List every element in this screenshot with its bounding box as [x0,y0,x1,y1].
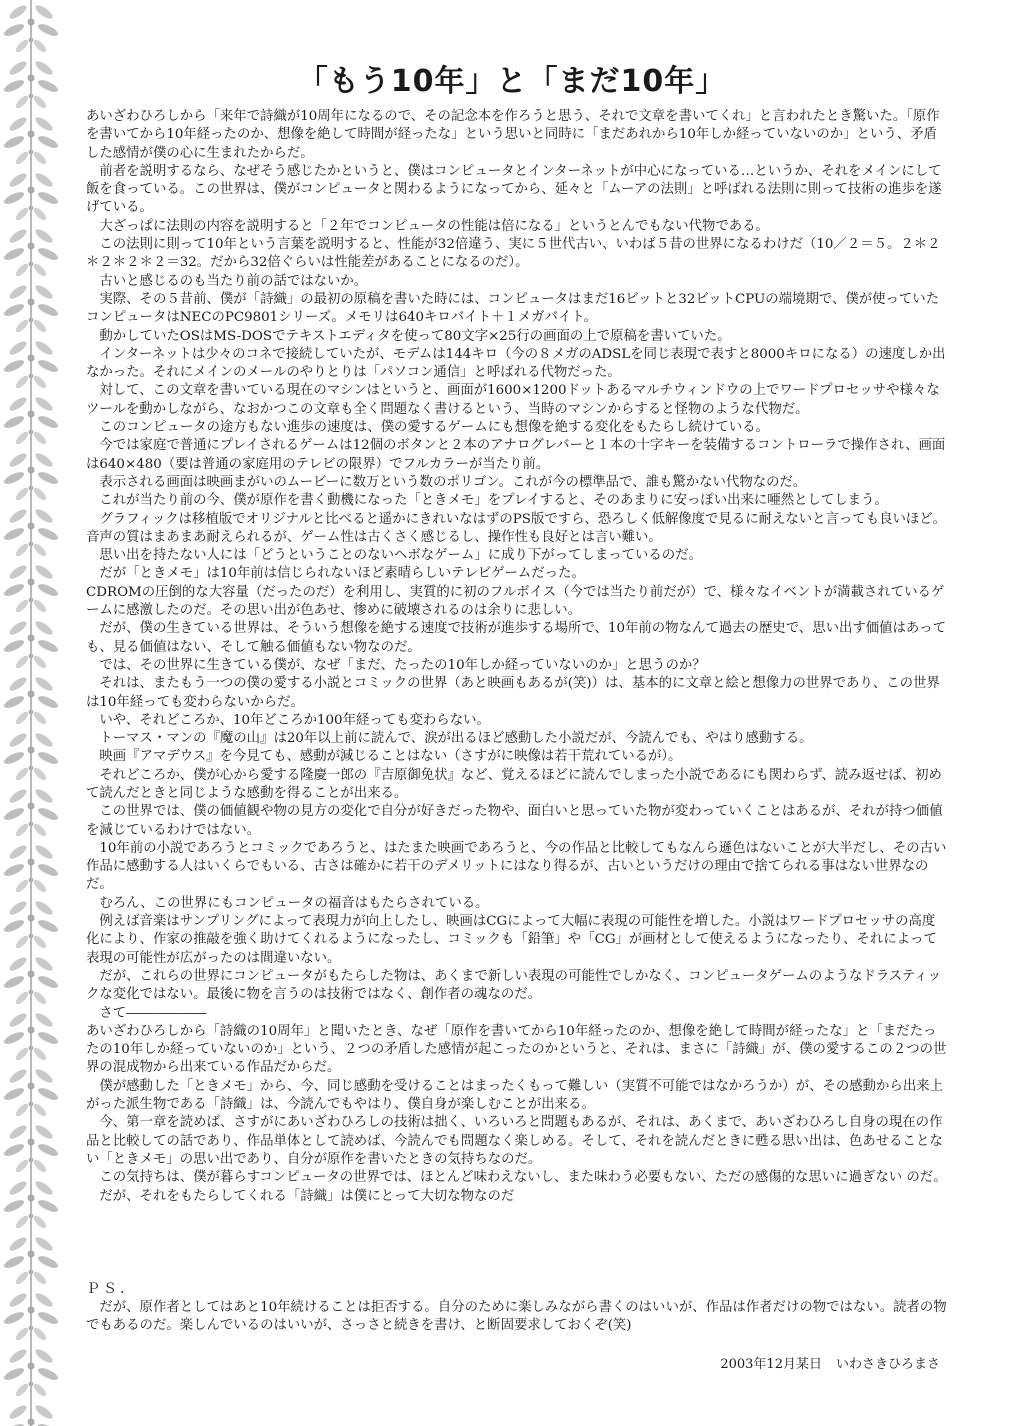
signature-author: いわさきひろまさ [835,1357,940,1372]
paragraph: 大ざっぱに法則の内容を説明すると「２年でコンピュータの性能は倍になる」というとんでもない代物である。 [99,218,769,234]
page-title: 「もう10年」と「まだ10年」 [297,64,727,99]
essay-body [86,108,948,1206]
paragraph: このコンピュータの途方もない進歩の速度は、僕の愛するゲームにも想像を絶する変化をもたらし続けている。 [99,420,769,436]
paragraph: 映画『アマデウス』を今見ても、感動が減じることはない（さすがに映像は若干荒れているが）。 [99,749,682,765]
paragraph: 10年前の小説であろうとコミックであろうと、はたまた映画であろうと、今の作品と比較してもなんら遜色はないことが大半だし、その古い作品に感動する人はいくらでもいる、古さは確かに若干のデメリットにはなり得るが、古いというだけの理由で捨てられる事はない世界なのだ。 [86,840,947,893]
paragraph: 今では家庭で普通にプレイされるゲームは12個のボタンと２本のアナログレバーと１本の十字キーを装備するコントローラで操作され、画面は640×480（要は普通の家庭用のテレビの限界）でフルカラーが当たり前。 [86,438,946,472]
paragraph: だが、これらの世界にコンピュータがもたらした物は、あくまで新しい表現の可能性でしかなく、コンピュータゲームのようなドラスティックな変化ではない。最後に物を言うのは技術ではなく、創作者の魂なのだ。 [86,968,941,1003]
paragraph: いや、それどころか、10年どころか100年経っても変わらない。 [99,712,490,728]
paragraph: この気持ちは、僕が暮らすコンピュータの世界では、ほとんど味わえないし、また味わう必要もない、ただの感傷的な思いに過ぎない のだ。 [99,1170,947,1186]
paragraph: あいざわひろしから「詩織の10周年」と聞いたとき、なぜ「原作を書いてから10年経ったのか、想像を絶して時間が経ったな」と「まだたったの10年しか経っていないのか」という、２つの矛盾した感情が起こったのかというと、それは、まさに「詩織」が、僕の愛するこの２つの世界の混成物から出来ている作品だからだ。 [86,1023,947,1076]
paragraph: グラフィックは移植版でオリジナルと比べると遥かにきれいなはずのPS版ですら、恐ろしく低解像度で見るに耐えないと言っても良いほど。音声の質はまあまあ耐えられるが、ゲーム性は古くさく感じるし、操作性も良好とは言い難い。 [86,511,947,545]
floral-border [0,0,62,1426]
paragraph: CDROMの圧倒的な大容量（だったのだ）を利用し、実質的に初のフルボイス（今では当たり前だが）で、様々なイベントが満載されているゲームに感激したのだ。その思い出が色あせ、惨めに破壊されるのは余りに悲しい。 [86,584,945,619]
paragraph: 前者を説明するなら、なぜそう感じたかというと、僕はコンピュータとインターネットが中心になっている…というか、それをメインにして飯を食っている。この世界は、僕がコンピュータと関わるようになってから、延々と「ムーアの法則」と呼ばれる法則に則って技術の進歩を遂げている。 [86,163,942,216]
signature [720,1356,940,1374]
paragraph: 実際、その５昔前、僕が「詩織」の最初の原稿を書いた時には、コンピュータはまだ16ビットと32ビットCPUの端境期で、僕が使っていたコンピュータはNECのPC9801シリーズ。メモリは640キロバイト＋１メガバイト。 [86,291,940,326]
paragraph: 古いと感じるのも当たり前の話ではないか。 [99,273,368,289]
paragraph: 表示される画面は映画まがいのムービーに数万という数のポリゴン。これが今の標準品で、誰も驚かない代物なのだ。 [99,474,807,490]
paragraph: それは、またもう一つの僕の愛する小説とコミックの世界（あと映画もあるが(笑)）は、基本的に文章と絵と想像力の世界であり、この世界は10年経っても変わらないからだ。 [86,676,940,710]
paragraph: では、その世界に生きている僕が、なぜ「まだ、たったの10年しか経っていないのか」と思うのか？ [99,657,706,673]
postscript-label: ＰＳ. [86,1281,128,1297]
paragraph: あいざわひろしから「来年で詩織が10周年になるので、その記念本を作ろうと思う、それで文章を書いてくれ」と言われたとき驚いた。「原作を書いてから10年経ったのか、想像を絶して時間が経ったな」という思いと同時に「まだあれから10年しか経っていないのか」という、矛盾した感情が僕の心に生まれたからだ。 [86,109,940,161]
paragraph: 僕が感動した「ときメモ」から、今、同じ感動を受けることはまったくもって難しい（実質不可能ではなかろうか）が、その感動から出来上がった派生物である「詩織」は、今読んでもやはり、僕自身が楽しむことが出来る。 [86,1078,943,1113]
signature-date: 2003年12月某日 [720,1357,822,1372]
paragraph: トーマス・マンの『魔の山』は20年以上前に読んで、涙が出るほど感動した小説だが、今読んでも、やはり感動する。 [99,731,813,747]
paragraph: むろん、この世界にもコンピュータの福音はもたらされている。 [99,895,489,911]
postscript-paragraph: だが、原作者としてはあと10年続けることは拒否する。自分のために楽しみながら書くのはいいが、作品は作者だけの物ではない。読者の物でもあるのだ。楽しんでいるのはいいが、さっさと続きを書け、と断固要求しておくぞ(笑) [86,1300,947,1334]
paragraph: それどころか、僕が心から愛する隆慶一郎の『吉原御免状』など、覚えるほどに読んでしまった小説であるにも関わらず、読み返せば、初めて読んだときと同じような感動を得ることが出来る。 [86,767,942,801]
paragraph: だが、それをもたらしてくれる「詩織」は僕にとって大切な物なのだ [99,1188,515,1204]
paragraph: だが「ときメモ」は10年前は信じられないほど素晴らしいテレビゲームだった。 [99,566,585,582]
postscript-body [86,1299,948,1336]
paragraph: この法則に則って10年という言葉を説明すると、性能が32倍違う、実に５世代古い、いわば５昔の世界になるわけだ（10／２＝５。２＊２＊２＊２＊２＝32。だから32倍ぐらいは性能差があることになるのだ）。 [86,237,941,271]
paragraph: 例えば音楽はサンプリングによって表現力が向上したし、映画はCGによって大幅に表現の可能性を増した。小説はワードプロセッサの高度化により、作家の推敲を強く助けてくれるようになったし、コミックも「鉛筆」や「CG」が画材として使えるようになったり、それによって表現の可能性が広がったのは間違いない。 [86,914,937,966]
paragraph: 動かしていたOSはMS-DOSでテキストエディタを使って80文字×25行の画面の上で原稿を書いていた。 [99,328,731,344]
paragraph: 今、第一章を読めば、さすがにあいざわひろしの技術は拙く、いろいろと問題もあるが、それは、あくまで、あいざわひろし自身の現在の作品と比較しての話であり、作品単体として読めば、今読んでも問題なく楽しめる。そして、それを読んだときに甦る思い出は、色あせることない「ときメモ」の思い出であり、自分が原作を書いたときの気持ちなのだ。 [86,1115,943,1167]
paragraph: 思い出を持たない人には「どうということのないヘボなゲーム」に成り下がってしまっているのだ。 [99,548,702,564]
paragraph: さて―――――― [99,1005,207,1021]
paragraph: これが当たり前の今、僕が原作を書く動機になった「ときメモ」をプレイすると、そのあまりに安っぽい出来に唖然としてしまう。 [99,493,888,509]
paragraph: 対して、この文章を書いている現在のマシンはというと、画面が1600×1200ドットあるマルチウィンドウの上でワードプロセッサや様々なツールを動かしながら、なおかつこの文章も全く問題なく書けるという、当時のマシンからすると怪物のような代物だ。 [86,383,940,417]
paragraph: インターネットは少々のコネで接続していたが、モデムは144キロ（今の８メガのADSLを同じ表現で表すと8000キロになる）の速度しか出なかった。それにメインのメールのやりとりは「パソコン通信」と呼ばれる代物だった。 [86,346,946,381]
paragraph: この世界では、僕の価値観や物の見方の変化で自分が好きだった物や、面白いと思っていた物が変わっていくことはあるが、それが持つ価値を減じているわけではない。 [86,804,943,838]
paragraph: だが、僕の生きている世界は、そういう想像を絶する速度で技術が進歩する場所で、10年前の物なんて過去の歴史で、思い出す価値はあっても、見る価値はない、そして触る価値もない物なのだ。 [86,621,946,655]
